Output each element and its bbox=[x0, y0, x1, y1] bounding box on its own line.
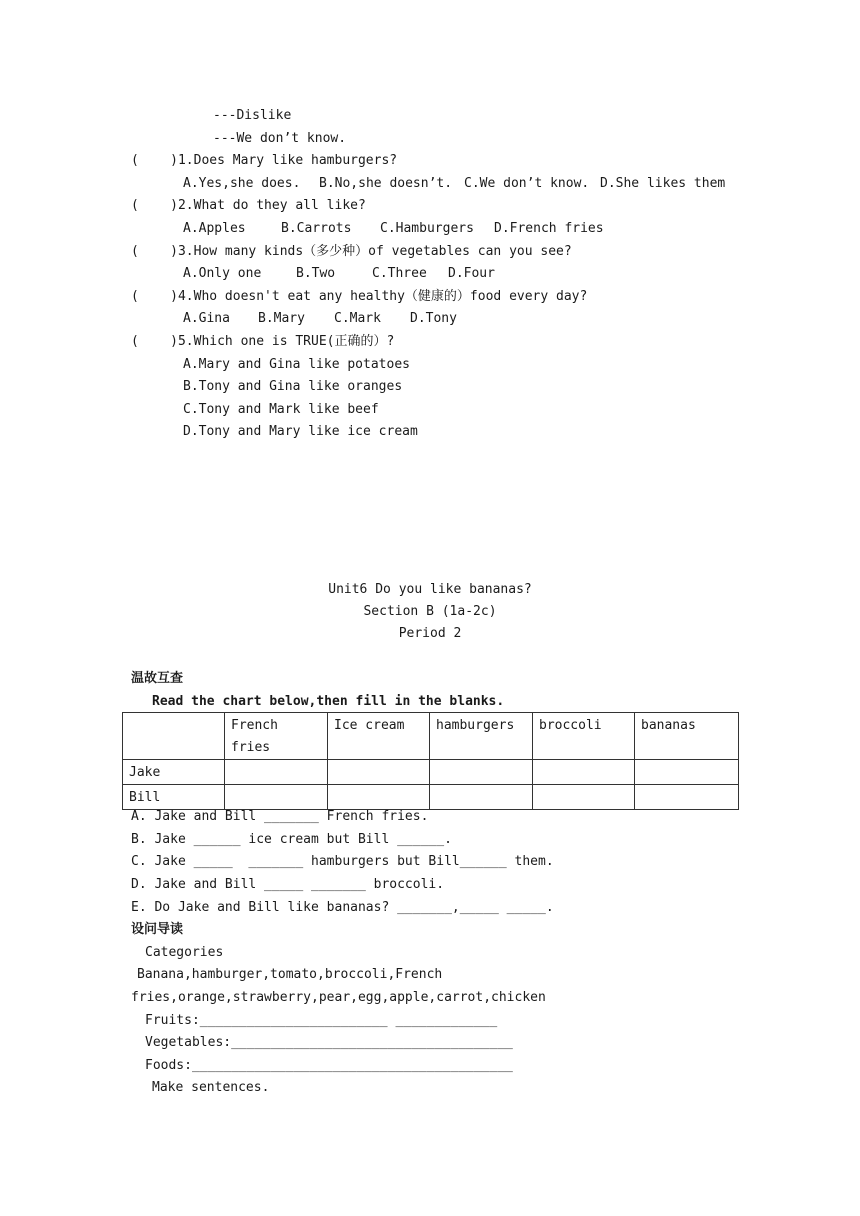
table-row bbox=[123, 760, 739, 785]
q1-option-d: D.She likes them bbox=[600, 176, 726, 191]
blank-sentence-e: E. Do Jake and Bill like bananas? _______,_____ _____. bbox=[131, 900, 554, 915]
q3-option-c: C.Three bbox=[372, 266, 427, 281]
blank-sentence-a: A. Jake and Bill _______ French fries. bbox=[131, 809, 429, 824]
section-title: Section B (1a-2c) bbox=[363, 604, 497, 619]
q1-option-c: C.We don’t know. bbox=[464, 176, 590, 191]
table-cell[interactable] bbox=[328, 760, 430, 785]
blank-sentence-d: D. Jake and Bill _____ _______ broccoli. bbox=[131, 877, 445, 892]
answer-option-dont-know: ---We don’t know. bbox=[213, 131, 347, 146]
q5-option-c: C.Tony and Mark like beef bbox=[183, 402, 379, 417]
table-cell[interactable] bbox=[430, 785, 533, 810]
question-1: ( )1.Does Mary like hamburgers? bbox=[131, 153, 398, 168]
table-cell[interactable] bbox=[225, 785, 328, 810]
q4-option-b: B.Mary bbox=[258, 311, 305, 326]
q1-option-b: B.No,she doesn’t. bbox=[319, 176, 453, 191]
table-cell[interactable] bbox=[533, 785, 635, 810]
fruits-blank: Fruits:________________________ _____________ bbox=[145, 1013, 498, 1028]
q4-option-d: D.Tony bbox=[410, 311, 457, 326]
q2-option-d: D.French fries bbox=[494, 221, 604, 236]
table-header-cell: hamburgers bbox=[430, 713, 533, 760]
q3-option-a: A.Only one bbox=[183, 266, 262, 281]
table-header-cell: bananas bbox=[635, 713, 739, 760]
q2-option-c: C.Hamburgers bbox=[380, 221, 474, 236]
word-list-line-2: fries,orange,strawberry,pear,egg,apple,carrot,chicken bbox=[131, 990, 546, 1005]
table-cell[interactable] bbox=[533, 760, 635, 785]
categories-label: Categories bbox=[145, 945, 224, 960]
q5-option-b: B.Tony and Gina like oranges bbox=[183, 379, 403, 394]
q2-option-b: B.Carrots bbox=[281, 221, 352, 236]
question-4: ( )4.Who doesn't eat any healthy（健康的）food every day? bbox=[131, 289, 588, 304]
q2-option-a: A.Apples bbox=[183, 221, 246, 236]
table-cell[interactable] bbox=[635, 785, 739, 810]
blank-sentence-b: B. Jake ______ ice cream but Bill ______. bbox=[131, 832, 452, 847]
q5-option-a: A.Mary and Gina like potatoes bbox=[183, 357, 410, 372]
blank-sentence-c: C. Jake _____ _______ hamburgers but Bill______ them. bbox=[131, 854, 554, 869]
table-header-cell: French fries bbox=[225, 713, 328, 760]
guide-title: 设问导读 bbox=[131, 922, 184, 937]
table-cell[interactable] bbox=[635, 760, 739, 785]
question-2: ( )2.What do they all like? bbox=[131, 198, 366, 213]
table-row bbox=[123, 785, 739, 810]
table-cell[interactable] bbox=[225, 760, 328, 785]
q3-option-d: D.Four bbox=[448, 266, 495, 281]
table-header-cell: Ice cream bbox=[328, 713, 430, 760]
period-title: Period 2 bbox=[398, 626, 462, 641]
q4-option-a: A.Gina bbox=[183, 311, 230, 326]
foods-blank: Foods:_________________________________________ bbox=[145, 1058, 513, 1073]
word-list-line-1: Banana,hamburger,tomato,broccoli,French bbox=[137, 967, 443, 982]
review-instruction: Read the chart below,then fill in the blanks. bbox=[152, 694, 505, 709]
make-sentences: Make sentences. bbox=[152, 1080, 270, 1095]
table-header-row bbox=[123, 713, 739, 760]
table-cell: Bill bbox=[123, 785, 225, 810]
review-title: 温故互查 bbox=[131, 671, 184, 686]
vegetables-blank: Vegetables:____________________________________ bbox=[145, 1035, 513, 1050]
answer-option-dislike: ---Dislike bbox=[213, 108, 292, 123]
question-5: ( )5.Which one is TRUE(正确的）? bbox=[131, 334, 395, 349]
q4-option-c: C.Mark bbox=[334, 311, 381, 326]
table-header-cell: broccoli bbox=[533, 713, 635, 760]
unit-title: Unit6 Do you like bananas? bbox=[328, 582, 532, 597]
food-preference-table bbox=[122, 712, 739, 810]
q3-option-b: B.Two bbox=[296, 266, 336, 281]
table-cell[interactable] bbox=[430, 760, 533, 785]
table-cell: Jake bbox=[123, 760, 225, 785]
question-3: ( )3.How many kinds（多少种）of vegetables can you see? bbox=[131, 244, 572, 259]
q1-option-a: A.Yes,she does. bbox=[183, 176, 301, 191]
table-header-cell bbox=[123, 713, 225, 760]
table-cell[interactable] bbox=[328, 785, 430, 810]
q5-option-d: D.Tony and Mary like ice cream bbox=[183, 424, 418, 439]
